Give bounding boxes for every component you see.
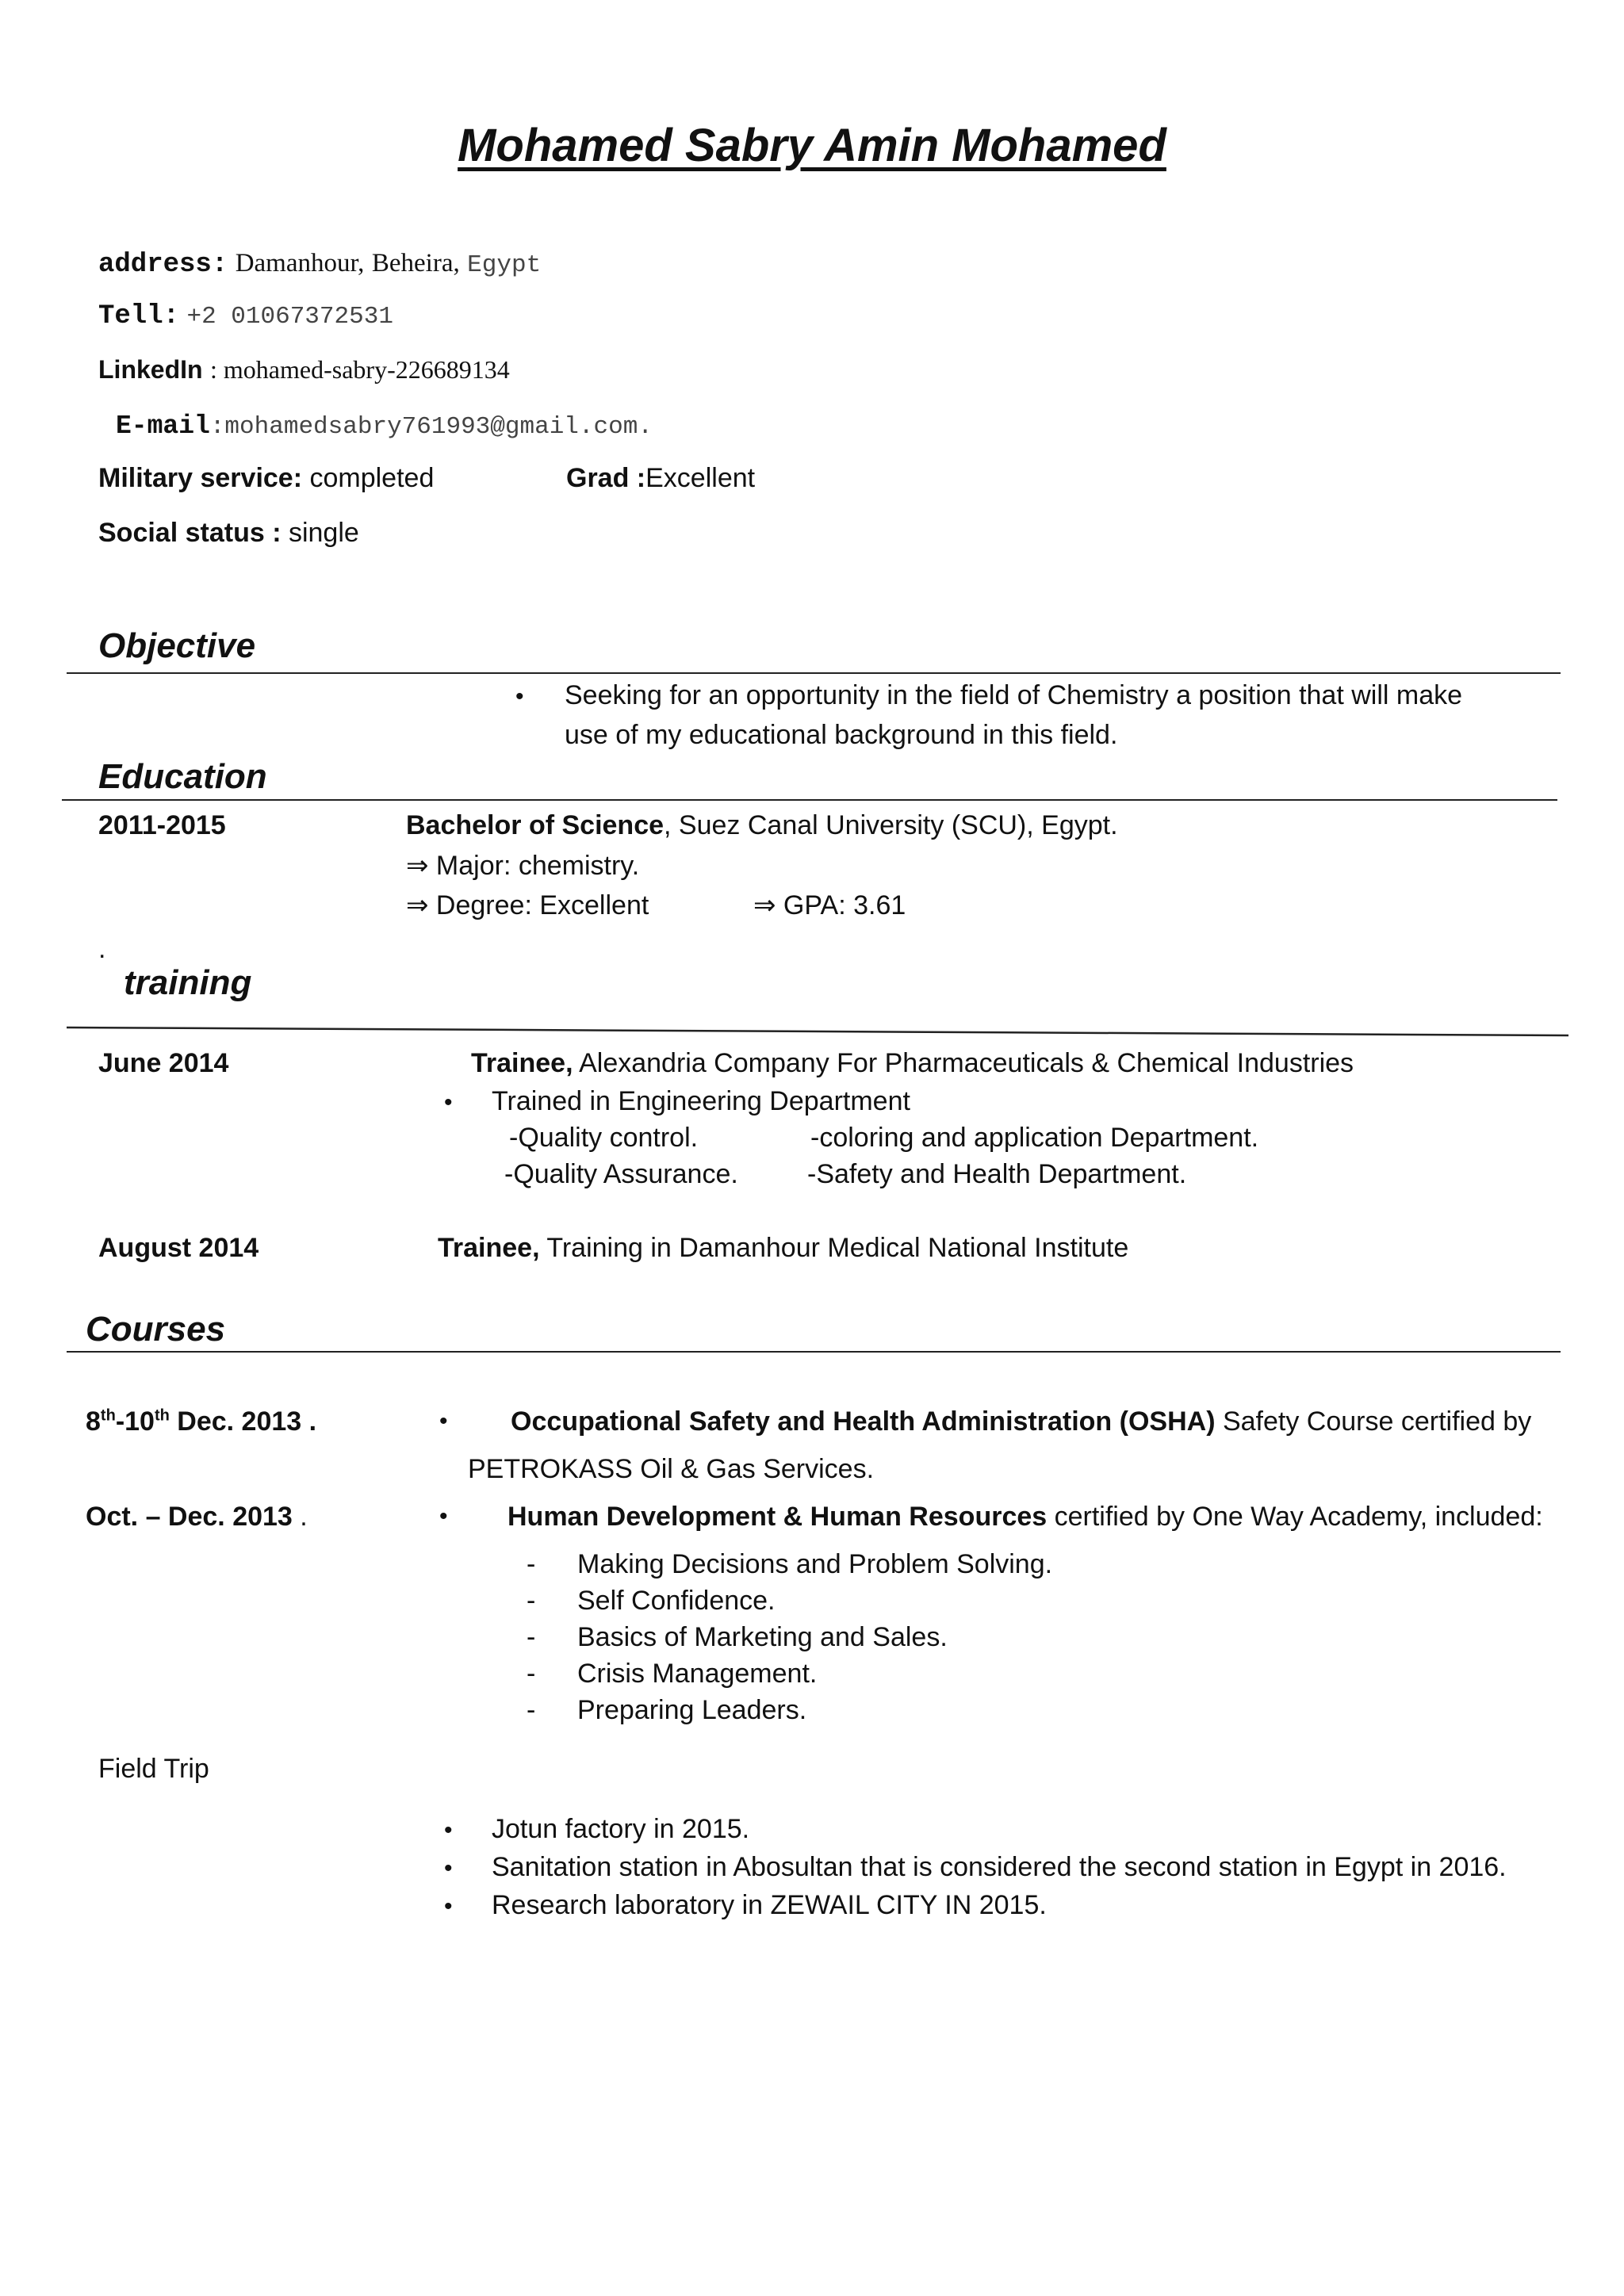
training-1-role: Trainee, bbox=[471, 1048, 573, 1078]
training-2-title bbox=[438, 1233, 1128, 1264]
education-years: 2011-2015 bbox=[98, 810, 226, 840]
military-line bbox=[98, 463, 434, 494]
education-degree-line bbox=[406, 810, 1118, 841]
course-1-date-month: Dec. 2013 . bbox=[169, 1406, 317, 1437]
course-2-topic-dash: - bbox=[527, 1586, 536, 1616]
field-trip-item: Research laboratory in ZEWAIL CITY IN 2015. bbox=[492, 1890, 1047, 1920]
course-1-line-1 bbox=[511, 1406, 1531, 1437]
objective-bullet: • bbox=[515, 683, 524, 710]
address-country: Egypt bbox=[467, 251, 542, 279]
objective-heading: Objective bbox=[98, 626, 256, 665]
course-1-date-start: 8 bbox=[86, 1406, 101, 1437]
social-line bbox=[98, 518, 359, 549]
address-city: Damanhour, bbox=[235, 249, 365, 277]
course-2-topic-dash: - bbox=[527, 1622, 536, 1652]
course-2-title: Human Development & Human Resources bbox=[508, 1502, 1048, 1532]
grad-line bbox=[566, 463, 755, 494]
social-value: single bbox=[288, 518, 359, 548]
course-2-line-1 bbox=[508, 1502, 1543, 1533]
course-1-certifier: Safety Course certified by bbox=[1215, 1406, 1532, 1437]
grad-value: Excellent bbox=[645, 463, 756, 493]
email-label: E-mail bbox=[116, 411, 210, 441]
field-trip-bullet: • bbox=[444, 1817, 453, 1843]
course-2-topic-dash: - bbox=[527, 1549, 536, 1579]
course-1-title: Occupational Safety and Health Administration (OSHA) bbox=[511, 1406, 1216, 1437]
address-label: address: bbox=[98, 250, 228, 280]
field-trip-heading: Field Trip bbox=[98, 1754, 209, 1784]
course-2-topic-dash: - bbox=[527, 1659, 536, 1689]
course-1-date-sup-1: th bbox=[100, 1406, 116, 1425]
objective-text-line-2: use of my educational background in this field. bbox=[565, 720, 1118, 750]
training-2-date: August 2014 bbox=[98, 1233, 259, 1263]
course-2-date-dot: . bbox=[292, 1502, 308, 1532]
military-label: Military service: bbox=[98, 463, 303, 493]
tell-label: Tell: bbox=[98, 301, 180, 331]
course-2-date bbox=[86, 1502, 308, 1533]
course-2-certifier: certified by One Way Academy, included: bbox=[1047, 1502, 1543, 1532]
course-2-bullet: • bbox=[439, 1503, 448, 1529]
education-degree-grade: ⇒ Degree: Excellent bbox=[406, 890, 649, 920]
course-1-line-2: PETROKASS Oil & Gas Services. bbox=[468, 1454, 875, 1484]
grad-label: Grad : bbox=[566, 463, 646, 493]
course-1-bullet: • bbox=[439, 1408, 448, 1434]
course-2-date-range: Oct. – Dec. 2013 bbox=[86, 1502, 293, 1532]
education-major: ⇒ Major: chemistry. bbox=[406, 851, 640, 881]
course-1-date-sup-2: th bbox=[154, 1406, 170, 1425]
address-region: Beheira, bbox=[371, 249, 460, 277]
field-trip-bullet: • bbox=[444, 1855, 453, 1881]
training-divider bbox=[67, 1024, 1570, 1040]
resume-name: Mohamed Sabry Amin Mohamed bbox=[458, 120, 1166, 171]
linkedin-line bbox=[98, 354, 510, 385]
training-1-date: June 2014 bbox=[98, 1048, 229, 1078]
training-heading: training bbox=[124, 963, 252, 1002]
training-2-role: Trainee, bbox=[438, 1233, 540, 1263]
course-2-topic: Self Confidence. bbox=[577, 1586, 776, 1616]
training-2-org: Training in Damanhour Medical National Institute bbox=[539, 1233, 1129, 1263]
email-line bbox=[116, 409, 653, 441]
military-value: completed bbox=[309, 463, 435, 493]
courses-divider bbox=[67, 1351, 1561, 1353]
courses-heading: Courses bbox=[86, 1310, 226, 1349]
degree-name: Bachelor of Science bbox=[406, 810, 665, 840]
address-line bbox=[98, 247, 541, 280]
course-2-topic-dash: - bbox=[527, 1695, 536, 1725]
course-1-date bbox=[86, 1406, 316, 1437]
education-gpa: ⇒ GPA: 3.61 bbox=[753, 890, 906, 920]
email-value: :mohamedsabry761993@gmail.com. bbox=[209, 413, 653, 441]
training-1-dept-safety: -Safety and Health Department. bbox=[807, 1159, 1187, 1189]
field-trip-item: Sanitation station in Abosultan that is considered the second station in Egypt in 2016. bbox=[492, 1852, 1507, 1882]
tell-line bbox=[98, 299, 393, 331]
course-2-topic: Basics of Marketing and Sales. bbox=[577, 1622, 948, 1652]
education-heading: Education bbox=[98, 757, 267, 796]
course-2-topic: Making Decisions and Problem Solving. bbox=[577, 1549, 1053, 1579]
degree-school: , Suez Canal University (SCU), Egypt. bbox=[664, 810, 1118, 840]
course-1-date-end: -10 bbox=[115, 1406, 155, 1437]
course-2-topic: Crisis Management. bbox=[577, 1659, 818, 1689]
linkedin-label: LinkedIn bbox=[98, 355, 203, 384]
training-1-dept-quality-control: -Quality control. bbox=[509, 1123, 699, 1153]
social-label: Social status : bbox=[98, 518, 282, 548]
training-1-title bbox=[471, 1048, 1354, 1079]
field-trip-item: Jotun factory in 2015. bbox=[492, 1814, 750, 1844]
linkedin-value: : mohamed-sabry-226689134 bbox=[210, 355, 510, 384]
course-2-topic: Preparing Leaders. bbox=[577, 1695, 807, 1725]
education-stray-dot: . bbox=[98, 934, 106, 964]
training-1-dept-quality-assurance: -Quality Assurance. bbox=[504, 1159, 738, 1189]
training-1-dept-coloring: -coloring and application Department. bbox=[810, 1123, 1259, 1153]
field-trip-bullet: • bbox=[444, 1893, 453, 1919]
tell-value: +2 01067372531 bbox=[186, 303, 393, 331]
training-1-dept: Trained in Engineering Department bbox=[492, 1086, 910, 1116]
education-divider bbox=[62, 799, 1557, 801]
training-1-org: Alexandria Company For Pharmaceuticals & Chemical Industries bbox=[573, 1048, 1354, 1078]
training-1-bullet: • bbox=[444, 1089, 453, 1115]
objective-divider bbox=[67, 672, 1561, 674]
objective-text-line-1: Seeking for an opportunity in the field of Chemistry a position that will make bbox=[565, 680, 1463, 710]
